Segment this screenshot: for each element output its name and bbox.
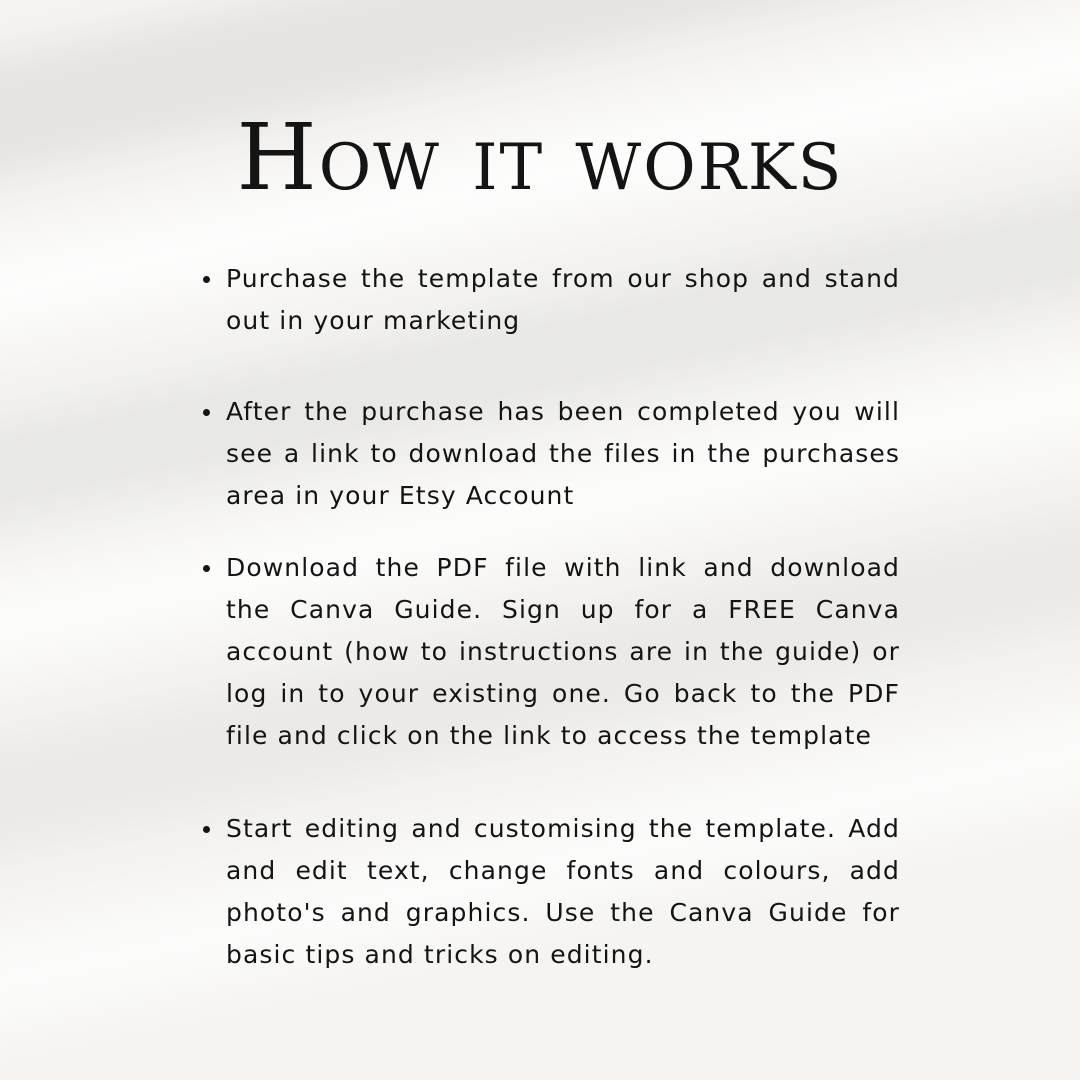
step-text: Start editing and customising the template. Add and edit text, change fonts and colours, add photo's and graphics. Use the Canva Guide for basic tips and tricks on editing. — [226, 814, 900, 969]
bullet-icon — [203, 565, 210, 572]
step-text: Purchase the template from our shop and stand out in your marketing — [226, 264, 900, 335]
bullet-icon — [203, 826, 210, 833]
list-item — [200, 391, 900, 517]
step-text: Download the PDF file with link and download the Canva Guide. Sign up for a FREE Canva account (how to instructions are in the guide) or log in to your existing one. Go back to the PDF file and click on the link to access the template — [226, 553, 900, 750]
steps-list — [200, 258, 900, 976]
page-title: How it works — [236, 104, 844, 211]
list-item — [200, 808, 900, 976]
step-text: After the purchase has been completed you will see a link to download the files in the purchases area in your Etsy Account — [226, 397, 900, 510]
bullet-icon — [203, 409, 210, 416]
list-item — [200, 258, 900, 342]
bullet-icon — [203, 276, 210, 283]
list-item — [200, 547, 900, 757]
